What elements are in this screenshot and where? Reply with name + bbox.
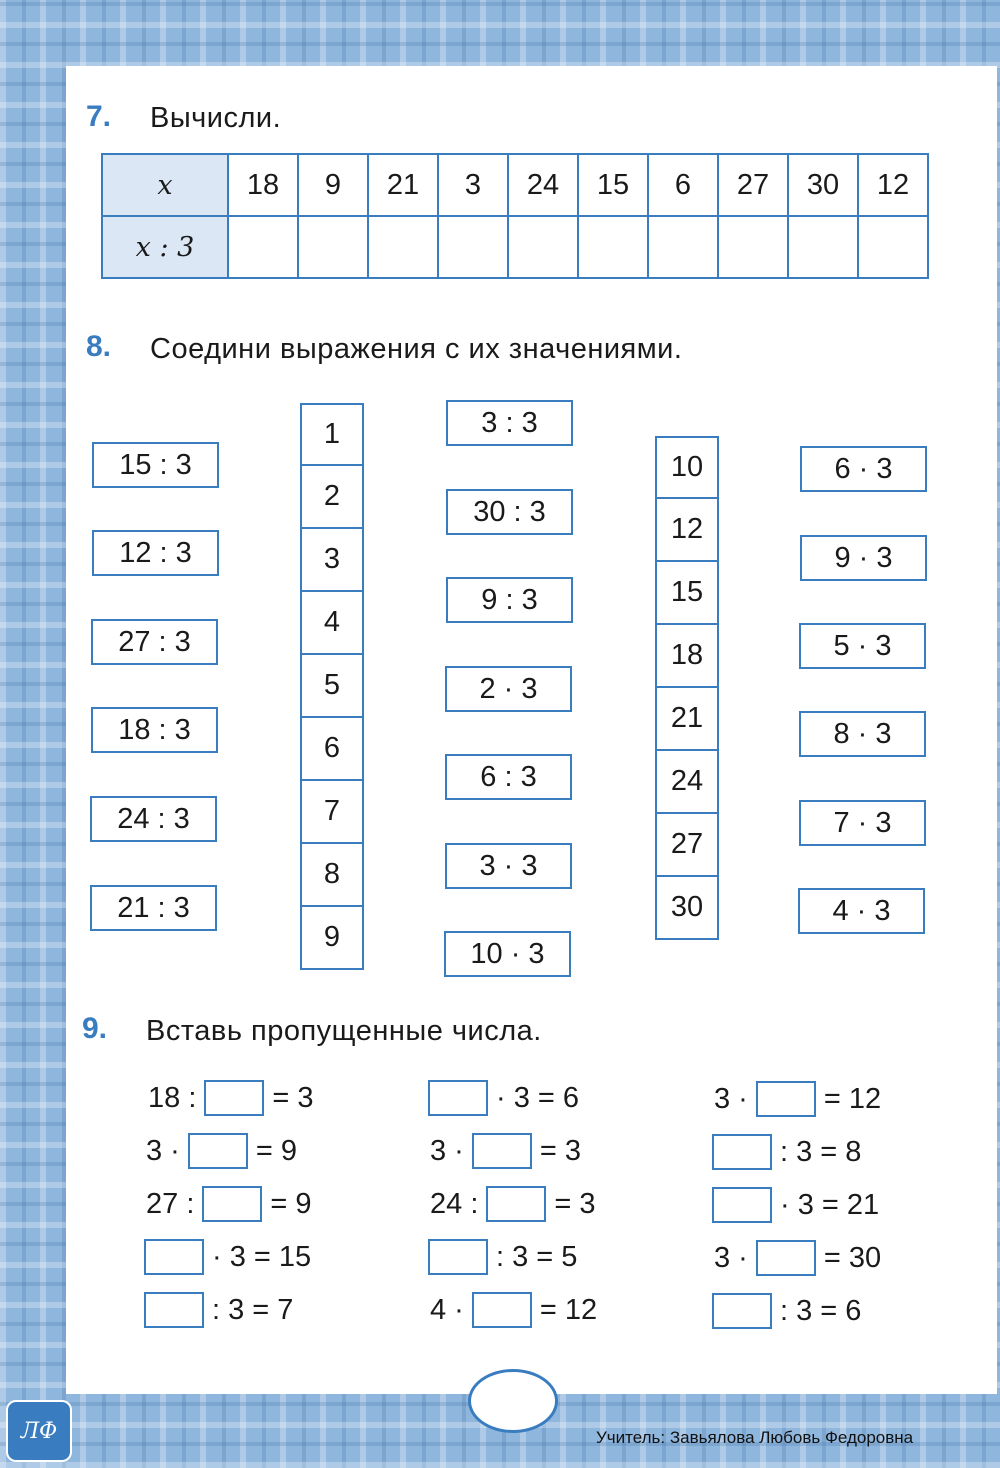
equation <box>714 1238 881 1278</box>
x-value: 12 <box>858 154 928 216</box>
equation <box>146 1184 312 1224</box>
value-cell[interactable]: 7 <box>300 781 364 844</box>
blank-box[interactable] <box>712 1187 772 1223</box>
task7-table <box>101 153 929 279</box>
value-cell[interactable]: 3 <box>300 529 364 592</box>
blank-box[interactable] <box>188 1133 248 1169</box>
task8-number: 8. <box>86 330 112 363</box>
value-cell[interactable]: 6 <box>300 718 364 781</box>
value-cell[interactable]: 4 <box>300 592 364 655</box>
blank-box[interactable] <box>144 1292 204 1328</box>
task7-number: 7. <box>86 100 112 133</box>
equation-right-part: = 30 <box>823 1242 882 1274</box>
equation-right-part: = 9 <box>255 1135 297 1167</box>
equation-right-part: = 3 <box>554 1188 596 1220</box>
answer-cell[interactable] <box>508 216 578 278</box>
blank-box[interactable] <box>204 1080 264 1116</box>
equation-left-part: 3 · <box>714 1083 748 1115</box>
blank-box[interactable] <box>486 1186 546 1222</box>
value-cell[interactable]: 30 <box>655 877 719 940</box>
x-value: 6 <box>648 154 718 216</box>
equation-left-part: 24 : <box>430 1188 479 1220</box>
equation-right-part: = 12 <box>823 1083 882 1115</box>
value-cell[interactable]: 27 <box>655 814 719 877</box>
equation <box>714 1079 881 1119</box>
equation <box>144 1237 311 1277</box>
blank-box[interactable] <box>712 1134 772 1170</box>
equation <box>712 1291 861 1331</box>
value-cell[interactable]: 9 <box>300 907 364 970</box>
answer-cell[interactable] <box>578 216 648 278</box>
expression-box[interactable]: 5 · 3 <box>799 623 926 669</box>
equation <box>148 1078 314 1118</box>
expression-box[interactable]: 7 · 3 <box>799 800 926 846</box>
equation-right-part: = 3 <box>272 1082 314 1114</box>
task9-number: 9. <box>82 1012 108 1045</box>
value-column-1-9 <box>300 403 364 970</box>
blank-box[interactable] <box>756 1081 816 1117</box>
equation-right-part: : 3 = 5 <box>496 1241 578 1273</box>
blank-box[interactable] <box>712 1293 772 1329</box>
answer-cell[interactable] <box>228 216 298 278</box>
equation-left-part: 3 · <box>714 1242 748 1274</box>
expression-box[interactable]: 6 : 3 <box>445 754 572 800</box>
answer-cell[interactable] <box>788 216 858 278</box>
x-value: 15 <box>578 154 648 216</box>
task7-row-result <box>102 216 928 278</box>
expression-box[interactable]: 18 : 3 <box>91 707 218 753</box>
expression-box[interactable]: 6 · 3 <box>800 446 927 492</box>
x-value: 9 <box>298 154 368 216</box>
equation <box>430 1290 597 1330</box>
equation-right-part: = 12 <box>539 1294 598 1326</box>
equation-right-part: · 3 = 21 <box>780 1189 880 1221</box>
blank-box[interactable] <box>202 1186 262 1222</box>
equation-left-part: 4 · <box>430 1294 464 1326</box>
equation <box>430 1184 596 1224</box>
expression-box[interactable]: 12 : 3 <box>92 530 219 576</box>
expression-box[interactable]: 8 · 3 <box>799 711 926 757</box>
expression-box[interactable]: 9 : 3 <box>446 577 573 623</box>
equation-right-part: : 3 = 8 <box>780 1136 862 1168</box>
blank-box[interactable] <box>756 1240 816 1276</box>
expression-box[interactable]: 15 : 3 <box>92 442 219 488</box>
equation-right-part: : 3 = 7 <box>212 1294 294 1326</box>
blank-box[interactable] <box>144 1239 204 1275</box>
equation-right-part: = 3 <box>539 1135 581 1167</box>
equation-right-part: : 3 = 6 <box>780 1295 862 1327</box>
x-value: 18 <box>228 154 298 216</box>
equation-left-part: 3 · <box>146 1135 180 1167</box>
equation-right-part: · 3 = 15 <box>212 1241 312 1273</box>
value-cell[interactable]: 21 <box>655 688 719 751</box>
value-cell[interactable]: 10 <box>655 436 719 499</box>
x-value: 24 <box>508 154 578 216</box>
value-column-10-30 <box>655 436 719 940</box>
equation <box>144 1290 293 1330</box>
answer-cell[interactable] <box>298 216 368 278</box>
equation <box>430 1131 581 1171</box>
value-cell[interactable]: 24 <box>655 751 719 814</box>
equation-left-part: 27 : <box>146 1188 195 1220</box>
page-number-oval <box>468 1369 558 1433</box>
answer-cell[interactable] <box>718 216 788 278</box>
row-label-x-div-3: x : 3 <box>102 216 228 278</box>
blank-box[interactable] <box>428 1080 488 1116</box>
equation-left-part: 3 · <box>430 1135 464 1167</box>
expression-box[interactable]: 21 : 3 <box>90 885 217 931</box>
expression-box[interactable]: 3 · 3 <box>445 843 572 889</box>
expression-box[interactable]: 30 : 3 <box>446 489 573 535</box>
answer-cell[interactable] <box>858 216 928 278</box>
x-value: 30 <box>788 154 858 216</box>
expression-box[interactable]: 24 : 3 <box>90 796 217 842</box>
value-cell[interactable]: 15 <box>655 562 719 625</box>
task7-row-x <box>102 154 928 216</box>
task8-title: Соедини выражения с их значениями. <box>150 333 683 365</box>
equation <box>428 1237 577 1277</box>
blank-box[interactable] <box>472 1292 532 1328</box>
answer-cell[interactable] <box>368 216 438 278</box>
equation-right-part: = 9 <box>270 1188 312 1220</box>
value-cell[interactable]: 8 <box>300 844 364 907</box>
x-value: 27 <box>718 154 788 216</box>
x-value: 3 <box>438 154 508 216</box>
equation <box>428 1078 579 1118</box>
equation-left-part: 18 : <box>148 1082 197 1114</box>
value-cell[interactable]: 18 <box>655 625 719 688</box>
publisher-logo-icon: ЛФ <box>6 1400 72 1462</box>
answer-cell[interactable] <box>648 216 718 278</box>
value-cell[interactable]: 12 <box>655 499 719 562</box>
expression-box[interactable]: 4 · 3 <box>798 888 925 934</box>
teacher-credit: Учитель: Завьялова Любовь Федоровна <box>596 1428 914 1447</box>
expression-box[interactable]: 10 · 3 <box>444 931 571 977</box>
equation <box>146 1131 297 1171</box>
equation <box>712 1185 879 1225</box>
expression-box[interactable]: 3 : 3 <box>446 400 573 446</box>
x-value: 21 <box>368 154 438 216</box>
row-label-x: x <box>102 154 228 216</box>
value-cell[interactable]: 1 <box>300 403 364 466</box>
expression-box[interactable]: 27 : 3 <box>91 619 218 665</box>
blank-box[interactable] <box>472 1133 532 1169</box>
task9-title: Вставь пропущенные числа. <box>146 1015 542 1047</box>
expression-box[interactable]: 9 · 3 <box>800 535 927 581</box>
expression-box[interactable]: 2 · 3 <box>445 666 572 712</box>
task7-title: Вычисли. <box>150 102 282 134</box>
value-cell[interactable]: 5 <box>300 655 364 718</box>
value-cell[interactable]: 2 <box>300 466 364 529</box>
blank-box[interactable] <box>428 1239 488 1275</box>
equation <box>712 1132 861 1172</box>
equation-right-part: · 3 = 6 <box>496 1082 580 1114</box>
answer-cell[interactable] <box>438 216 508 278</box>
